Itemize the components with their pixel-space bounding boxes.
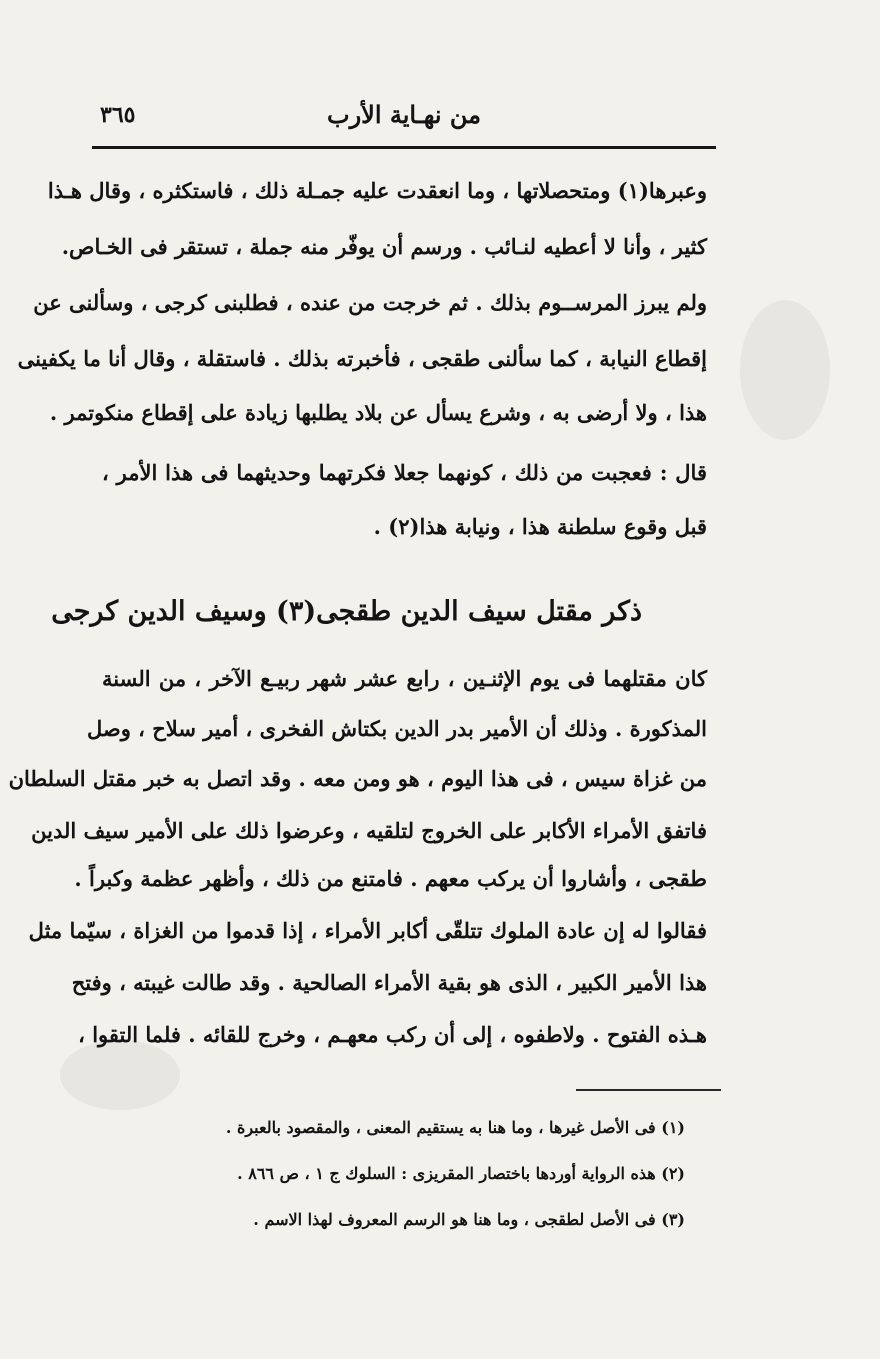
text-line: كان مقتلهما فى يوم الإثنـين ، رابع عشر شهر ربيـع الآخر ، من السنة [102, 666, 707, 691]
text-line: هذا الأمير الكبير ، الذى هو بقية الأمراء الصالحية . وقد طالت غيبته ، وفتح [71, 970, 707, 995]
text-line: قبل وقوع سلطنة هذا ، ونيابة هذا(٢) . [373, 514, 707, 539]
paper-stain [740, 300, 830, 440]
paragraph-3 [8, 666, 707, 1066]
text-line: وعبرها(١) ومتحصلاتها ، وما انعقدت عليه جمـلة ذلك ، فاستكثره ، وقال هـذا [47, 178, 707, 203]
text-line: هذا ، ولا أرضى به ، وشرع يسأل عن بلاد يطلبها زيادة على إقطاع منكوتمر . [49, 400, 707, 425]
text-line: فاتفق الأمراء الأكابر على الخروج لتلقيه ، وعرضوا ذلك على الأمير سيف الدين [31, 818, 707, 843]
text-line: المذكورة . وذلك أن الأمير بدر الدين بكتاش الفخرى ، أمير سلاح ، وصل [86, 716, 707, 741]
footnote-3: (٣) فى الأصل لطقجى ، وما هنا هو الرسم المعروف لهذا الاسم . [253, 1210, 685, 1229]
header-title: من نهـاية الأرب [326, 100, 481, 129]
paragraph-1 [17, 178, 707, 425]
text-line: هـذه الفتوح . ولاطفوه ، إلى أن ركب معهـم ، وخرج للقائه . فلما التقوا ، [78, 1022, 707, 1047]
text-line: طقجى ، وأشاروا أن يركب معهم . فامتنع من ذلك ، وأظهر عظمة وكبراً . [74, 866, 707, 891]
text-line: فقالوا له إن عادة الملوك تتلقّى أكابر الأمراء ، إذا قدموا من الغزاة ، سيّما مثل [28, 918, 707, 943]
text-line: ولم يبرز المرســوم بذلك . ثم خرجت من عنده ، فطلبنى كرجى ، وسألنى عن [33, 290, 707, 315]
paragraph-2 [102, 460, 707, 560]
text-line: كثير ، وأنا لا أعطيه لنـائب . ورسم أن يوفّر منه جملة ، تستقر فى الخـاص. [61, 234, 707, 259]
header-rule [92, 146, 716, 149]
section-heading: ذكر مقتل سيف الدين طقجى(٣) وسيف الدين كرجى [51, 596, 642, 627]
footnote-rule [576, 1089, 721, 1091]
running-header [92, 96, 716, 142]
footnote-1: (١) فى الأصل غيرها ، وما هنا به يستقيم المعنى ، والمقصود بالعبرة . [225, 1118, 685, 1137]
page-number: ٣٦٥ [100, 102, 136, 128]
text-line: إقطاع النيابة ، كما سألنى طقجى ، فأخبرته بذلك . فاستقلة ، وقال أنا ما يكفينى [17, 346, 707, 371]
text-line: قال : فعجبت من ذلك ، كونهما جعلا فكرتهما وحديثهما فى هذا الأمر ، [102, 460, 707, 485]
text-line: من غزاة سيس ، فى هذا اليوم ، هو ومن معه . وقد اتصل به خبر مقتل السلطان [8, 766, 707, 791]
footnote-2: (٢) هذه الرواية أوردها باختصار المقريزى : السلوك ج ١ ، ص ٨٦٦ . [237, 1164, 685, 1183]
